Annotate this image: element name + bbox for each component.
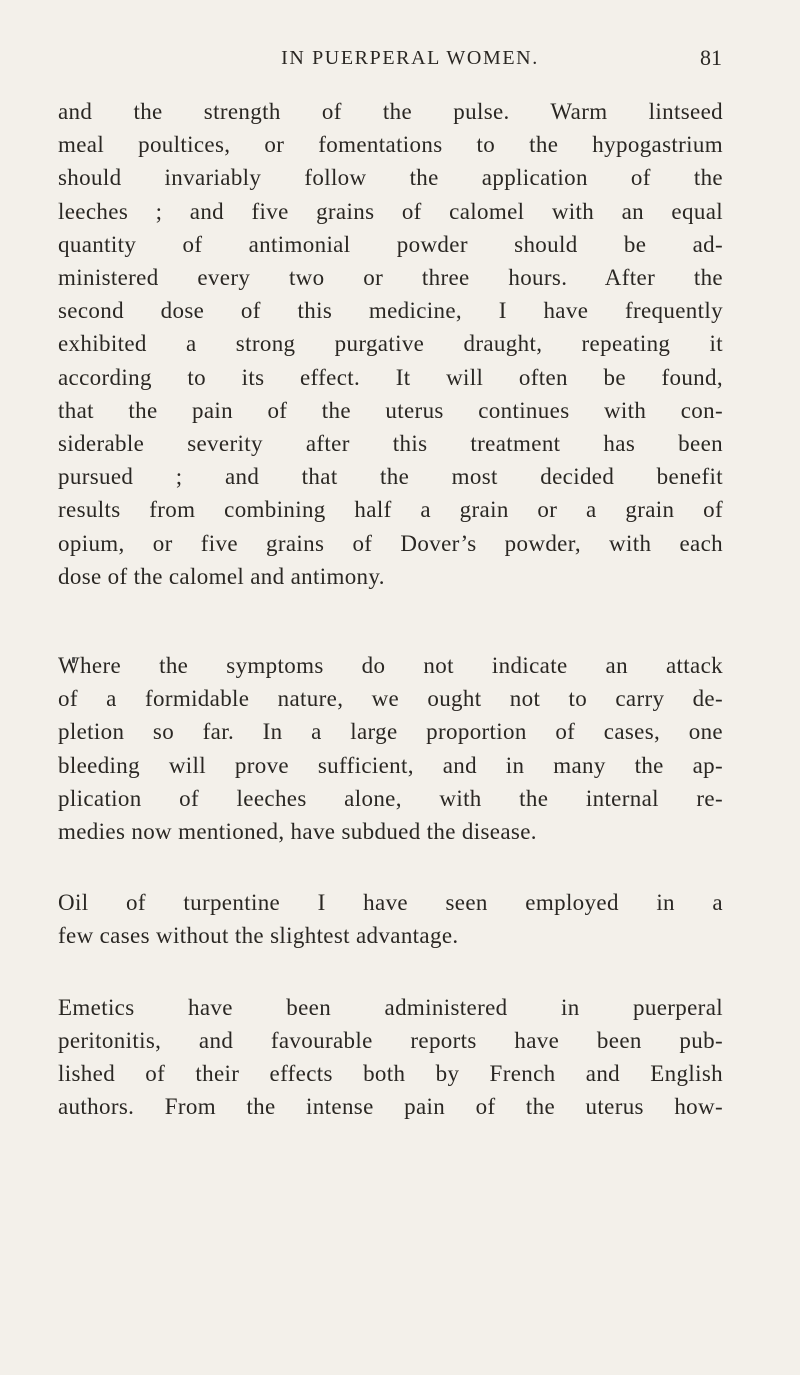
text-line: that the pain of the uterus continues with con- [58, 397, 723, 423]
paragraph [58, 649, 723, 848]
text-line: pursued ; and that the most decided benefit [58, 464, 723, 490]
text-line: Emetics have been administered in puerperal [58, 994, 723, 1020]
text-line: pletion so far. In a large proportion of cases, one [58, 719, 723, 745]
text-line: authors. From the intense pain of the uterus how- [58, 1094, 723, 1120]
body-text [58, 95, 723, 1123]
text-line: few cases without the slightest advantage. [58, 923, 459, 949]
text-line: plication of leeches alone, with the internal re- [58, 785, 723, 811]
running-head: IN PUERPERAL WOMEN. [281, 47, 539, 69]
text-line: dose of the calomel and antimony. [58, 563, 385, 589]
page-number: 81 [700, 45, 722, 70]
paragraph [58, 991, 723, 1124]
text-line: according to its effect. It will often be found, [58, 364, 723, 390]
paragraph [58, 95, 723, 593]
text-line: peritonitis, and favourable reports have been pub- [58, 1027, 723, 1053]
text-line: opium, or five grains of Dover’s powder, with each [58, 530, 723, 556]
text-line: siderable severity after this treatment has been [58, 431, 723, 457]
text-line: ministered every two or three hours. After the [58, 265, 723, 291]
text-line: of a formidable nature, we ought not to carry de- [58, 686, 723, 712]
page-header [98, 40, 722, 76]
text-line: quantity of antimonial powder should be ad- [58, 231, 723, 257]
text-line: medies now mentioned, have subdued the disease. [58, 819, 537, 845]
text-line: meal poultices, or fomentations to the hypogastrium [58, 132, 723, 158]
text-line: should invariably follow the application of the [58, 165, 723, 191]
text-line: results from combining half a grain or a grain of [58, 497, 723, 523]
text-line: exhibited a strong purgative draught, repeating it [58, 331, 723, 357]
text-line: and the strength of the pulse. Warm lintseed [58, 99, 723, 124]
text-line: bleeding will prove sufficient, and in many the ap- [58, 752, 723, 778]
text-line: second dose of this medicine, I have frequently [58, 298, 723, 324]
paragraph [58, 886, 723, 952]
text-line: lished of their effects both by French and English [58, 1061, 723, 1087]
text-line: Oil of turpentine I have seen employed in a [58, 890, 723, 916]
text-line: leeches ; and five grains of calomel with an equal [58, 198, 723, 224]
text-line: Where the symptoms do not indicate an attack [58, 653, 723, 679]
